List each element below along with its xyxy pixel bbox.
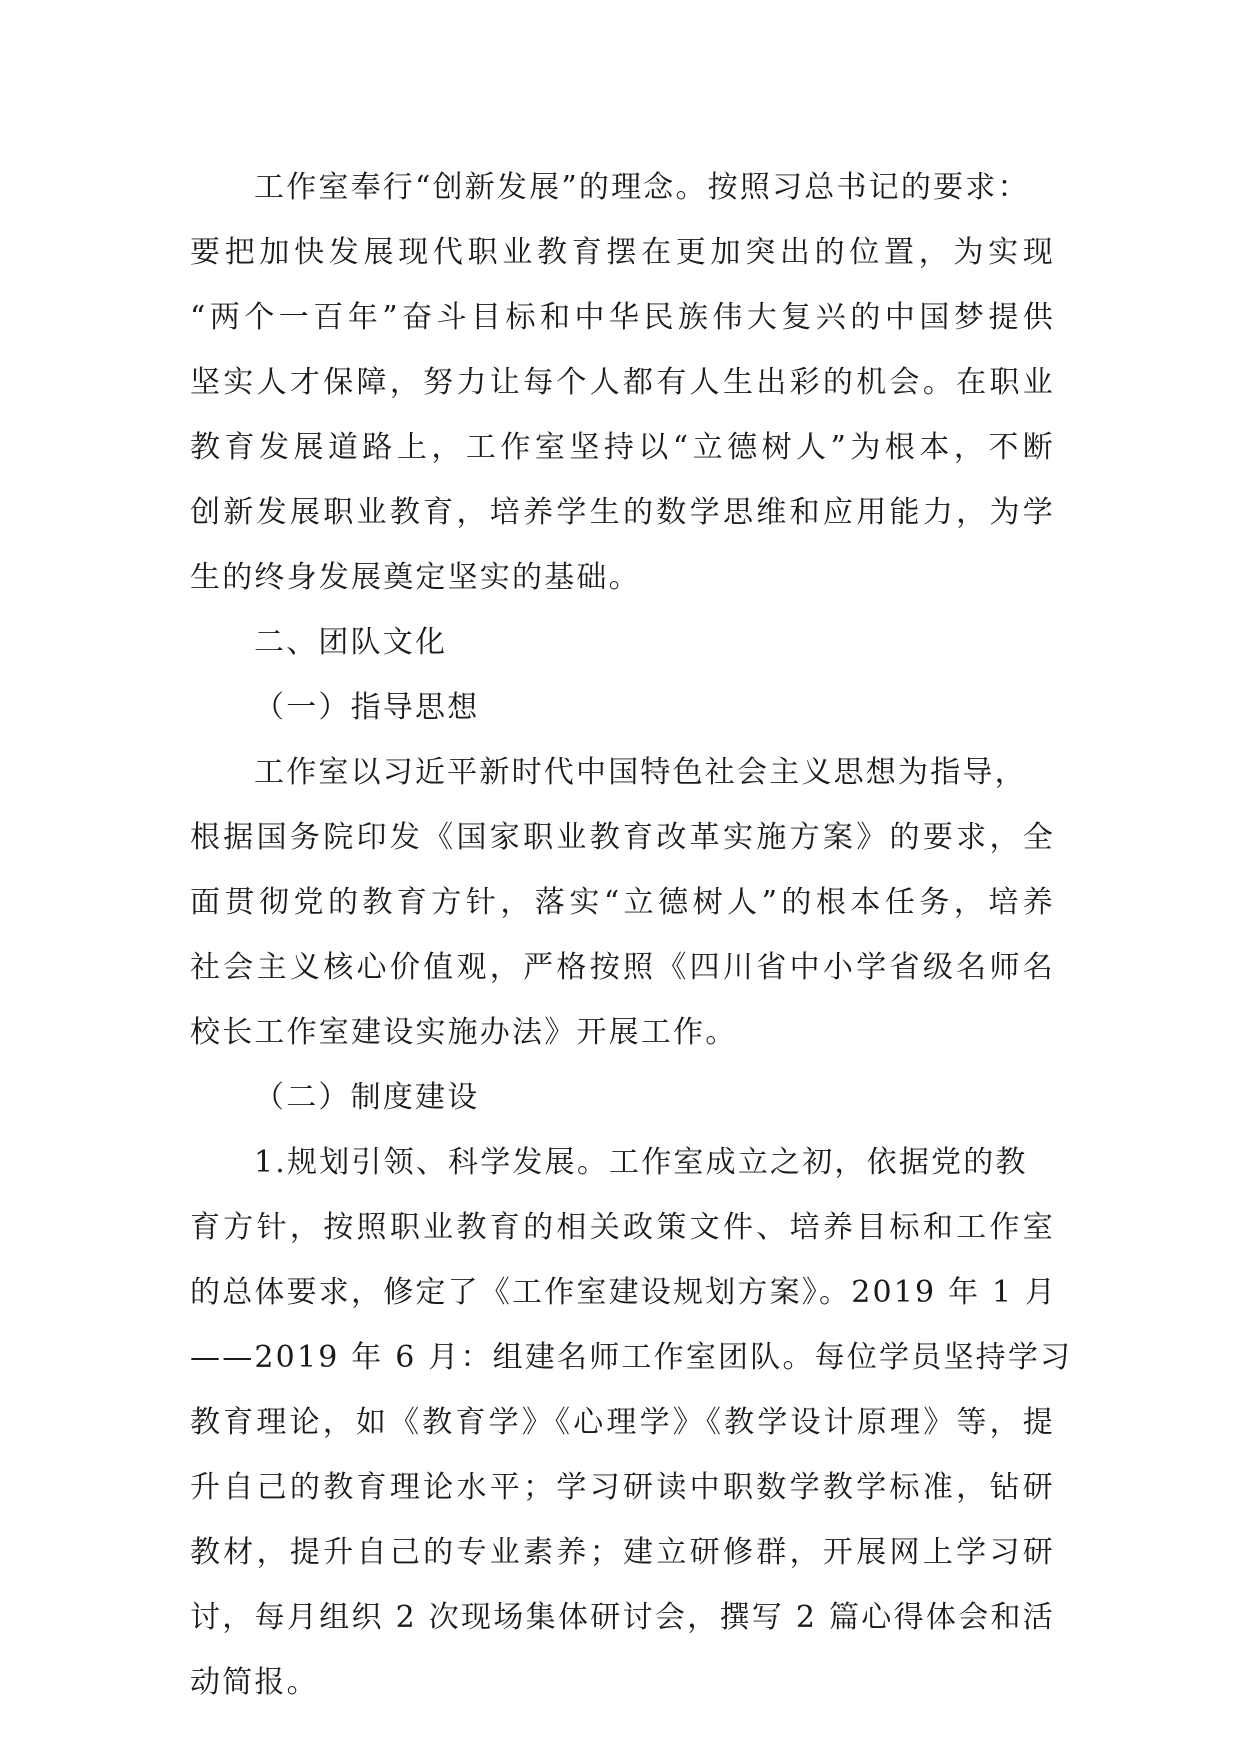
paragraph-line: 育方针，按照职业教育的相关政策文件、培养目标和工作室 <box>190 1210 1055 1245</box>
paragraph-line: 社会主义核心价值观，严格按照《四川省中小学省级名师名 <box>190 950 1055 985</box>
paragraph-line: 升自己的教育理论水平；学习研读中职数学教学标准，钻研 <box>190 1470 1055 1505</box>
paragraph-line: 校长工作室建设实施办法》开展工作。 <box>190 1015 738 1050</box>
paragraph-line: “两个一百年”奋斗目标和中华民族伟大复兴的中国梦提供 <box>190 300 1055 335</box>
paragraph-line: 工作室奉行“创新发展”的理念。按照习总书记的要求： <box>254 170 1030 205</box>
paragraph-line: 动简报。 <box>190 1665 319 1700</box>
subsection-heading: （二）制度建设 <box>254 1080 480 1115</box>
paragraph-line: 教育理论，如《教育学》《心理学》《教学设计原理》等，提 <box>190 1405 1055 1440</box>
paragraph-line: 生的终身发展奠定坚实的基础。 <box>190 560 641 595</box>
paragraph-line: 的总体要求，修定了《工作室建设规划方案》。2019 年 1 月 <box>190 1275 1058 1310</box>
paragraph-line: 面贯彻党的教育方针，落实“立德树人”的根本任务，培养 <box>190 885 1055 920</box>
paragraph-line: 要把加快发展现代职业教育摆在更加突出的位置，为实现 <box>190 235 1055 270</box>
paragraph-line: 教育发展道路上，工作室坚持以“立德树人”为根本，不断 <box>190 430 1055 465</box>
paragraph-line: 工作室以习近平新时代中国特色社会主义思想为指导， <box>254 755 1027 790</box>
section-heading: 二、团队文化 <box>254 625 448 660</box>
paragraph-line: 坚实人才保障，努力让每个人都有人生出彩的机会。在职业 <box>190 365 1055 400</box>
paragraph-line: 教材，提升自己的专业素养；建立研修群，开展网上学习研 <box>190 1535 1055 1570</box>
paragraph-line: 创新发展职业教育，培养学生的数学思维和应用能力，为学 <box>190 495 1055 530</box>
paragraph-line: 1.规划引领、科学发展。工作室成立之初，依据党的教 <box>254 1145 1028 1180</box>
paragraph-line: 讨，每月组织 2 次现场集体研讨会，撰写 2 篇心得体会和活 <box>190 1600 1055 1635</box>
paragraph-line: 根据国务院印发《国家职业教育改革实施方案》的要求，全 <box>190 820 1055 855</box>
document-body <box>190 155 1073 1715</box>
subsection-heading: （一）指导思想 <box>254 690 480 725</box>
paragraph-line: ——2019 年 6 月：组建名师工作室团队。每位学员坚持学习 <box>190 1340 1073 1375</box>
